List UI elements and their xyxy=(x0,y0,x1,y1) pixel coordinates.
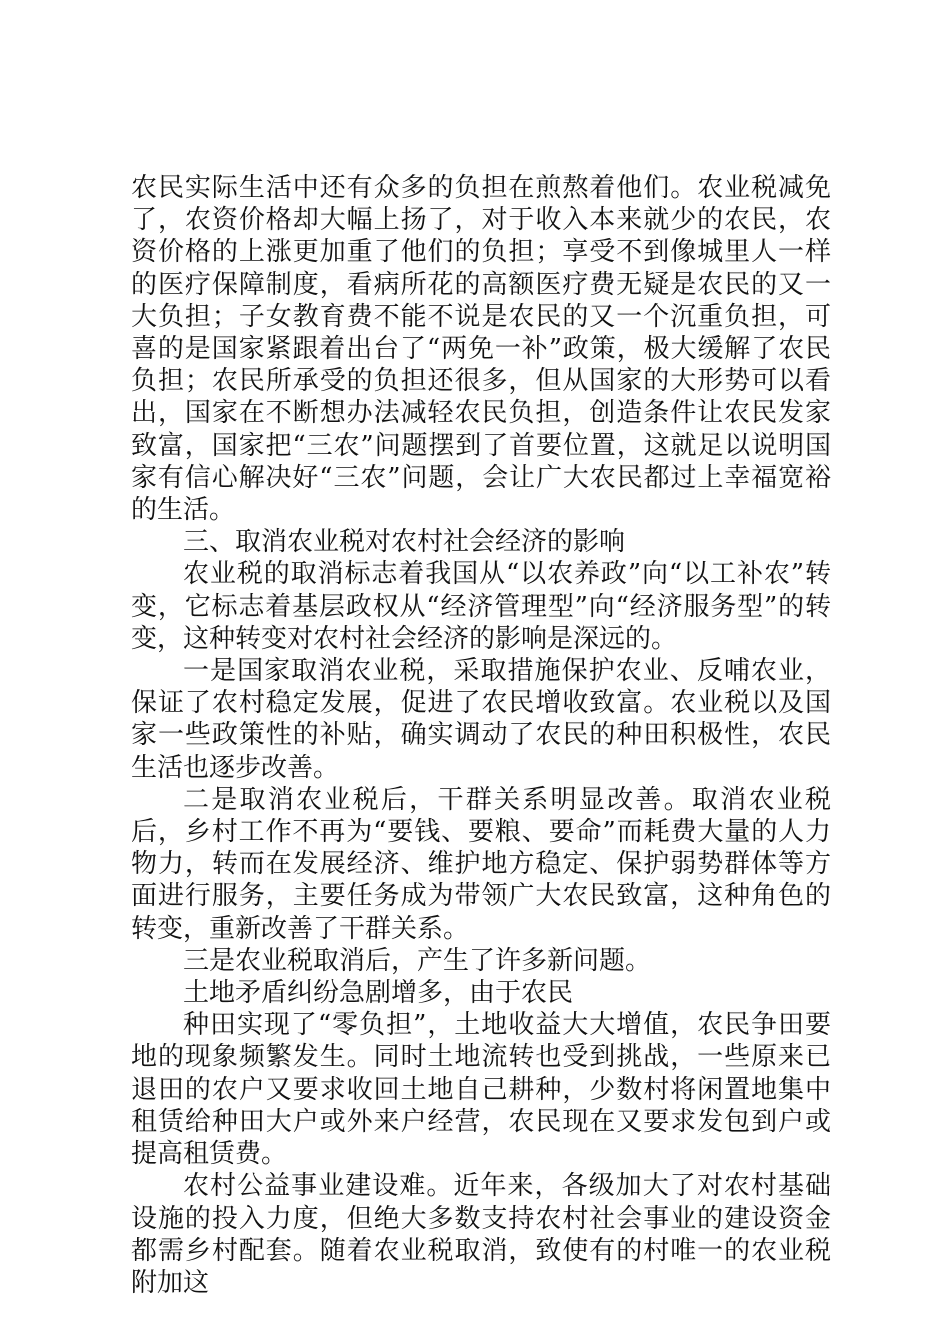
document-body xyxy=(131,172,831,1299)
paragraph-land-disputes: 土地矛盾纠纷急剧增多，由于农民 xyxy=(183,978,574,1009)
paragraph-point-one: 一是国家取消农业税，采取措施保护农业、反哺农业，保证了农村稳定发展，促进了农民增收致富。农业税以及国家一些政策性的补贴，确实调动了农民的种田积极性，农民生活也逐步改善。 xyxy=(131,656,831,783)
section-heading-impact: 三、取消农业税对农村社会经济的影响 xyxy=(183,527,626,558)
paragraph-land-details: 种田实现了“零负担”，土地收益大大增值，农民争田要地的现象频繁发生。同时土地流转也受到挑战，一些原来已退田的农户又要求收回土地自己耕种，少数村将闲置地集中租赁给种田大户或外来户经营，农民现在又要求发包到户或提高租赁费。 xyxy=(131,1010,831,1170)
paragraph-point-three: 三是农业税取消后，产生了许多新问题。 xyxy=(183,945,652,976)
paragraph-transition: 农业税的取消标志着我国从“以农养政”向“以工补农”转变，它标志着基层政权从“经济管理型”向“经济服务型”的转变，这种转变对农村社会经济的影响是深远的。 xyxy=(131,559,831,654)
paragraph-farmer-burdens: 农民实际生活中还有众多的负担在煎熬着他们。农业税减免了，农资价格却大幅上扬了，对于收入本来就少的农民，农资价格的上涨更加重了他们的负担；享受不到像城里人一样的医疗保障制度，看病所花的高额医疗费无疑是农民的又一大负担；子女教育费不能不说是农民的又一个沉重负担，可喜的是国家紧跟着出台了“两免一补”政策，极大缓解了农民负担；农民所承受的负担还很多，但从国家的大形势可以看出，国家在不断想办法减轻农民负担，创造条件让农民发家致富，国家把“三农”问题摆到了首要位置，这就足以说明国家有信心解决好“三农”问题，会让广大农民都过上幸福宽裕的生活。 xyxy=(131,173,831,526)
paragraph-point-two: 二是取消农业税后，干群关系明显改善。取消农业税后，乡村工作不再为“要钱、要粮、要命”而耗费大量的人力物力，转而在发展经济、维护地方稳定、保护弱势群体等方面进行服务，主要任务成为带领广大农民致富，这种角色的转变，重新改善了干群关系。 xyxy=(131,784,831,944)
paragraph-public-works: 农村公益事业建设难。近年来，各级加大了对农村基础设施的投入力度，但绝大多数支持农村社会事业的建设资金都需乡村配套。随着农业税取消，致使有的村唯一的农业税附加这 xyxy=(131,1171,831,1298)
